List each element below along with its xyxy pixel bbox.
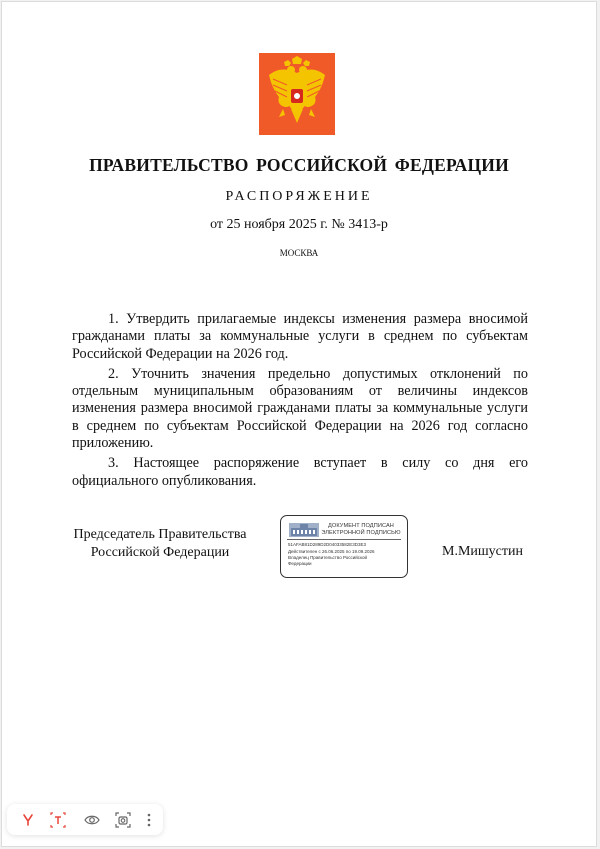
stamp-validity: Действителен с 26.06.2025 по 19.09.2026 <box>288 549 375 554</box>
stamp-owner-2: Федерации <box>288 561 312 566</box>
paragraph-3: 3. Настоящее распоряжение вступает в силу со дня его официального опубликования. <box>72 455 528 489</box>
document-body <box>72 311 528 493</box>
government-title: ПРАВИТЕЛЬСТВО РОССИЙСКОЙ ФЕДЕРАЦИИ <box>89 155 509 175</box>
more-icon <box>146 812 152 828</box>
signer-title-line-1: Председатель Правительства <box>73 527 247 542</box>
view-button[interactable] <box>79 804 105 835</box>
document-type: РАСПОРЯЖЕНИЕ <box>225 189 373 204</box>
electronic-signature-stamp <box>280 515 408 578</box>
yandex-icon <box>21 813 35 827</box>
signer-title <box>70 526 250 561</box>
floating-toolbar <box>7 804 163 835</box>
stamp-owner-1: Владелец Правительство Российской <box>288 555 368 560</box>
document-city: МОСКВА <box>279 248 319 258</box>
document-date-number: от 25 ноября 2025 г. № 3413-р <box>210 217 388 232</box>
stamp-divider <box>287 539 401 540</box>
stamp-serial: 51AFAB81D289D2D04033582E3D3E3 <box>288 542 367 547</box>
stamp-header: ДОКУМЕНТ ПОДПИСАН ЭЛЕКТРОННОЙ ПОДПИСЬЮ <box>321 523 401 536</box>
more-button[interactable] <box>139 804 159 835</box>
translate-button[interactable] <box>45 804 71 835</box>
document-page <box>1 1 597 847</box>
yandex-button[interactable] <box>15 804 41 835</box>
signer-name: М.Мишустин <box>442 544 523 559</box>
coat-of-arms-icon <box>259 53 335 135</box>
camera-icon <box>115 812 131 828</box>
screenshot-button[interactable] <box>110 804 136 835</box>
paragraph-1: 1. Утвердить прилагаемые индексы изменения размера вносимой гражданами платы за коммунальные услуги в среднем по субъектам Российской Федерации на 2026 год. <box>72 311 528 362</box>
paragraph-2: 2. Уточнить значения предельно допустимых отклонений по отдельным муниципальным образованиям от величины индексов изменения размера вносимой гражданами платы за коммунальные услуги в среднем по субъектам Российской Федерации на 2026 год согласно приложению. <box>72 365 528 452</box>
eye-icon <box>84 812 100 828</box>
government-building-icon <box>289 523 319 537</box>
translate-icon <box>50 812 66 828</box>
signer-title-line-2: Российской Федерации <box>90 544 230 560</box>
